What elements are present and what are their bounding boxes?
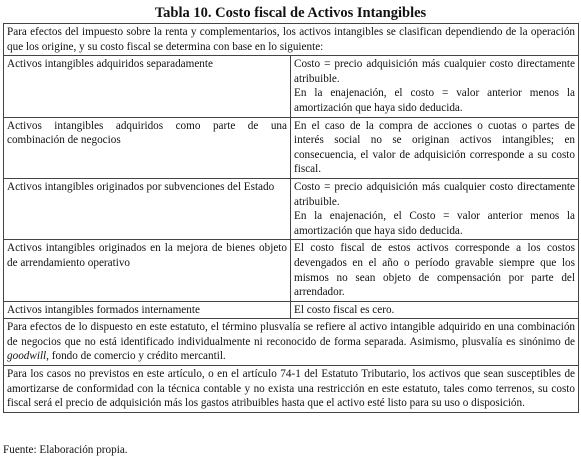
table-row [4, 178, 579, 239]
asset-type-cell: Activos intangibles originados por subvenciones del Estado [4, 178, 291, 239]
note-row [4, 319, 579, 366]
table-row [4, 240, 579, 301]
cost-cell [291, 240, 579, 301]
table-row [4, 301, 579, 319]
cost-paragraph: El costo fiscal de estos activos corresponde a los costos devengados en el año o período gravable siempre que los mismos no sean objeto de compensación por parte del arrendador. [294, 242, 576, 299]
table-row [4, 117, 579, 178]
cost-paragraph: En el caso de la compra de acciones o cuotas o partes de interés social no se originan activos intangibles; en consecuencia, el valor de adquisición corresponde a su costo fiscal. [294, 119, 576, 176]
cost-paragraph: En la enajenación, el Costo = valor anterior menos la amortización que haya sido deducida. [294, 210, 576, 237]
intro-row [4, 24, 579, 56]
cost-paragraph: Costo = precio adquisición más cualquier costo directamente atribuible. [294, 58, 576, 85]
table-title: Tabla 10. Costo fiscal de Activos Intangibles [154, 5, 427, 21]
cost-cell [291, 178, 579, 239]
intangible-assets-table [3, 23, 579, 413]
intro-text: Para efectos del impuesto sobre la renta y complementarios, los activos intangibles se clasifican dependiendo de la operación que los origine, y su costo fiscal se determina con base en lo siguiente: [4, 24, 579, 56]
cost-paragraph: El costo fiscal es cero. [294, 303, 395, 316]
asset-type-cell: Activos intangibles adquiridos como parte de una combinación de negocios [4, 117, 291, 178]
cost-cell [291, 117, 579, 178]
table-row [4, 56, 579, 117]
note-text: , fondo de comercio y crédito mercantil. [46, 350, 226, 363]
cost-paragraph: En la enajenación, el costo = valor anterior menos la amortización que haya sido deducida. [294, 87, 576, 114]
plusvalia-note [4, 319, 579, 366]
cost-cell [291, 56, 579, 117]
source-note: Fuente: Elaboración propia. [3, 444, 128, 456]
cost-cell [291, 301, 579, 319]
asset-type-cell: Activos intangibles formados internamente [4, 301, 291, 319]
note-italic-term: goodwill [7, 350, 47, 363]
unforeseen-cases-note: Para los casos no previstos en este artículo, o en el artículo 74-1 del Estatuto Tributario, los activos que sean susceptibles de amortizarse de conformidad con la técnica contable y no exista una restricción en este estatuto, tales como terrenos, su costo fiscal será el precio de adquisición más los gastos atribuibles hasta que el activo esté listo para su uso o disposición. [4, 366, 579, 413]
note-text: Para efectos de lo dispuesto en este estatuto, el término plusvalía se refiere al activo intangible adquirido en una combinación de negocios que no está identificado individualmente ni reconocido de forma separada. Asimismo, plusvalía es sinónimo de [7, 321, 576, 348]
cost-paragraph: Costo = precio adquisición más cualquier costo directamente atribuible. [294, 180, 576, 208]
asset-type-cell: Activos intangibles adquiridos separadamente [4, 56, 291, 117]
asset-type-cell: Activos intangibles originados en la mejora de bienes objeto de arrendamiento operativo [4, 240, 291, 301]
note-row [4, 366, 579, 413]
